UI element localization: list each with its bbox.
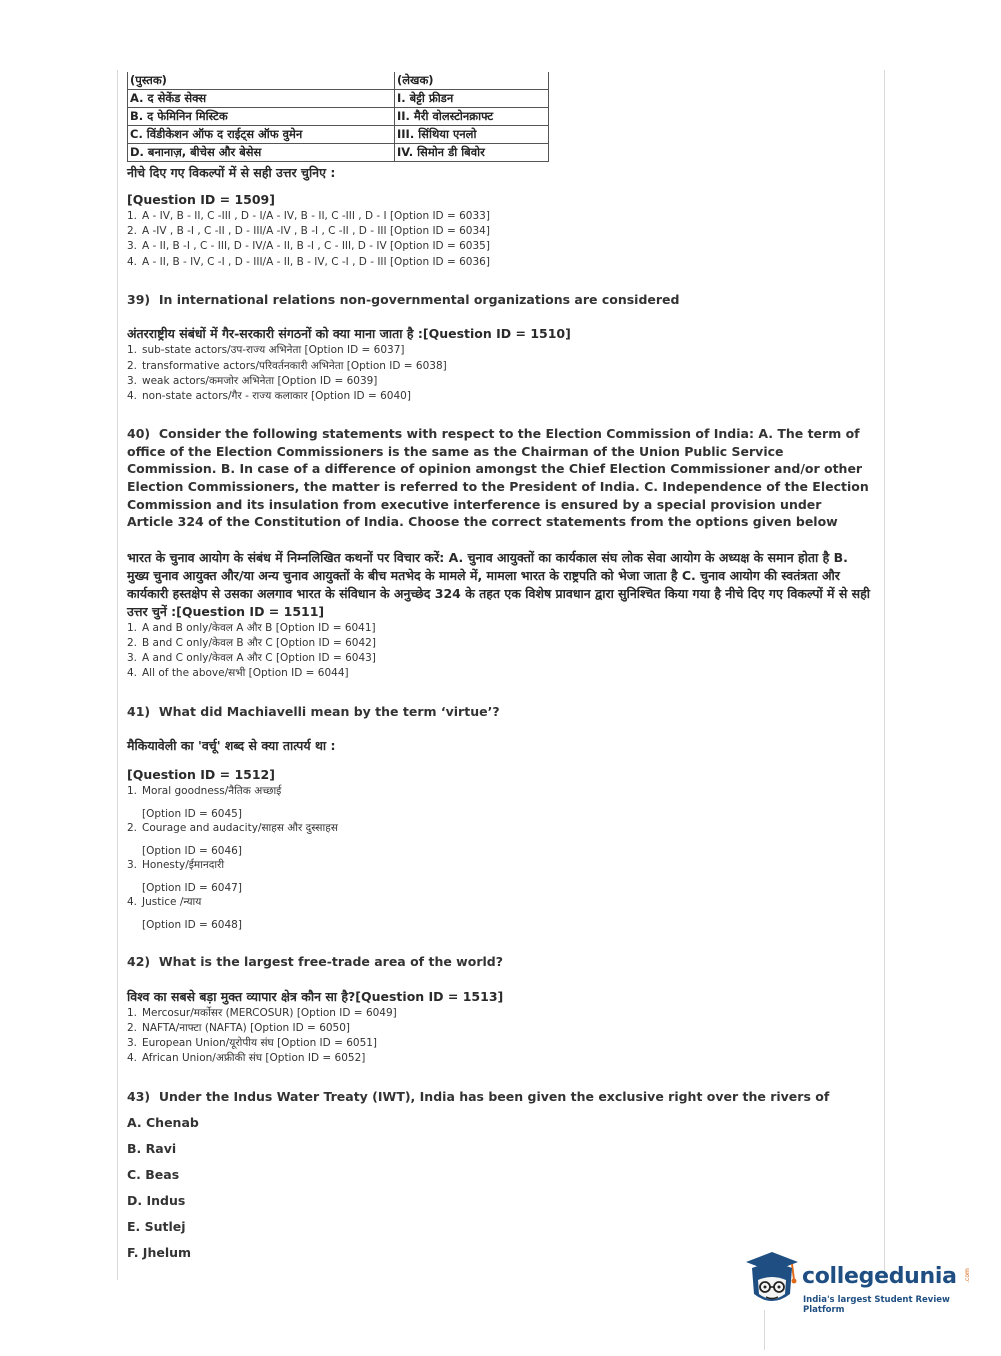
option-number: 4. [127,255,138,268]
q40-text-hi: भारत के चुनाव आयोग के संबंध में निम्नलिखित कथनों पर विचार करें: A. चुनाव आयुक्तों का कार्यकाल संघ लोक सेवा आयोग के अध्यक्ष के समान होता है B. मुख्य चुनाव आयुक्त और/या अन्य चुनाव आयुक्तों के बीच मतभेद के मामले में, मामला भारत के राष्ट्रपति को भेजा जाता है C. चुनाव आयोग की स्वतंत्रता और कार्यकारी हस्तक्षेप से उसका अलगाव भारत के संविधान के अनुच्छेद 324 के तहत एक विशेष प्रावधान द्वारा सुनिश्चित किया गया है नीचे दिए गए विकल्पों में से सही उत्तर चुनें :[Question ID = 1511] [127,549,871,619]
option-number: 2. [127,359,138,372]
option-id: [Option ID = 6045] [142,808,242,821]
option-number: 2. [127,1021,138,1034]
option-text: A and B only/केवल A और B [Option ID = 6041] [142,621,376,634]
option-number: 1. [127,344,138,357]
option-item [127,858,872,872]
q39-number: 39) [127,291,151,307]
option-number: 4. [127,667,138,680]
option-text: weak actors/कमजोर अभिनेता [Option ID = 6039] [142,374,378,387]
option-text: Moral goodness/नैतिक अच्छाई [142,785,282,798]
option-text: A - II, B -I , C - III, D - IV/A - II, B -I , C - III, D - IV [Option ID = 6035] [142,240,490,253]
option-number: 3. [127,652,138,665]
q42-number: 42) [127,954,151,970]
option-text: A and C only/केवल A और C [Option ID = 6043] [142,652,376,665]
q42-text-en [127,953,872,971]
match-table-header-book: (पुस्तक) [128,72,395,90]
option-text: A - IV, B - II, C -III , D - I/A - IV, B - II, C -III , D - I [Option ID = 6033] [142,210,490,222]
option-number: 3. [127,859,138,872]
option-item [127,621,872,636]
option-number: 2. [127,225,138,238]
q38-instruction: नीचे दिए गए विकल्पों में से सही उत्तर चुनिए : [127,165,336,180]
q42-text: What is the largest free-trade area of the world? [158,954,503,970]
option-number: 4. [127,896,138,909]
option-id: [Option ID = 6047] [142,882,242,895]
option-id: [Option ID = 6046] [142,845,242,858]
collegedunia-logo[interactable] [742,1250,972,1315]
q41-text-hi: मैकियावेली का 'वर्चू' शब्द से क्या तात्पर्य था : [127,738,336,754]
option-text: Honesty/ईमानदारी [142,859,225,872]
q40-options [127,621,872,682]
option-number: 4. [127,1052,138,1065]
match-table-row [128,108,549,126]
page-margin-line-bottom [764,1310,765,1350]
option-number: 1. [127,210,138,222]
option-item [127,1036,872,1051]
match-table-row [128,90,549,108]
option-number: 3. [127,1037,138,1050]
option-number: 4. [127,390,138,403]
logo-dotcom: .com [963,1268,971,1283]
option-number: 2. [127,636,138,649]
option-item [127,784,872,798]
option-item [127,895,872,909]
match-table [127,72,549,162]
option-number: 3. [127,240,138,253]
river-item: A. Chenab [127,1115,199,1131]
option-text: Justice /न्याय [142,896,202,909]
match-table-cell: III. सिंथिया एनलो [395,126,549,144]
option-text: European Union/यूरोपीय संघ [Option ID = 6051] [142,1037,378,1050]
match-table-cell: A. द सेकेंड सेक्स [128,90,395,108]
q41-text: What did Machiavelli mean by the term ‘virtue’? [158,703,500,719]
match-table-cell: II. मैरी वोलस्टोनक्राफ्ट [395,108,549,126]
option-item [127,255,872,270]
option-item [127,374,872,389]
logo-wordmark: collegedunia [802,1264,957,1289]
river-item: D. Indus [127,1193,186,1209]
river-item: F. Jhelum [127,1245,192,1261]
option-item [127,209,872,224]
option-item [127,821,872,835]
option-item [127,1006,872,1021]
q40-number: 40) [127,426,151,442]
match-table-cell: IV. सिमोन डी बिवोर [395,144,549,162]
option-text: sub-state actors/उप-राज्य अभिनेता [Option ID = 6037] [142,344,405,357]
q41-text-en [127,703,872,721]
option-text: B and C only/केवल B और C [Option ID = 6042] [142,636,376,649]
q41-number: 41) [127,703,151,719]
option-text: NAFTA/नाफ्टा (NAFTA) [Option ID = 6050] [142,1021,351,1034]
q43-text-en [127,1088,872,1106]
q38-options [127,209,872,270]
option-text: All of the above/सभी [Option ID = 6044] [142,667,349,680]
q41-options [127,784,872,932]
river-item: B. Ravi [127,1141,177,1157]
question-paper-content [127,72,872,1261]
option-text: African Union/अफ्रीकी संघ [Option ID = 6052] [142,1052,366,1065]
match-table-header-author: (लेखक) [395,72,549,90]
q43-text: Under the Indus Water Treaty (IWT), India has been given the exclusive right over the rivers of [158,1088,830,1104]
river-item: E. Sutlej [127,1219,186,1235]
river-item: C. Beas [127,1167,180,1183]
option-text: A - II, B - IV, C -I , D - III/A - II, B - IV, C -I , D - III [Option ID = 6036] [142,255,490,268]
q41-question-id: [Question ID = 1512] [127,767,275,783]
q42-text-hi: विश्व का सबसे बड़ा मुक्त व्यापार क्षेत्र कौन सा है?[Question ID = 1513] [127,988,504,1004]
q39-text: In international relations non-governmental organizations are considered [158,291,680,307]
option-number: 1. [127,621,138,634]
match-table-cell: I. बेट्टी फ्रीडन [395,90,549,108]
option-id: [Option ID = 6048] [142,919,242,932]
option-text: Mercosur/मर्कोसर (MERCOSUR) [Option ID = 6049] [142,1006,397,1019]
page-margin-line-right [884,70,885,1280]
q43-number: 43) [127,1088,151,1104]
q39-text-hi: अंतरराष्ट्रीय संबंधों में गैर-सरकारी संगठनों को क्या माना जाता है :[Question ID = 1510] [127,326,571,342]
match-table-cell: B. द फेमिनिन मिस्टिक [128,108,395,126]
option-number: 3. [127,374,138,387]
q39-options [127,343,872,404]
q42-options [127,1006,872,1067]
option-text: Courage and audacity/साहस और दुस्साहस [142,822,338,835]
option-text: non-state actors/गैर - राज्य कलाकार [Option ID = 6040] [142,390,411,403]
option-item [127,666,872,681]
option-number: 1. [127,1006,138,1019]
option-item [127,389,872,404]
q39-text-en [127,291,872,309]
option-item [127,343,872,358]
q38-question-id: [Question ID = 1509] [127,192,275,207]
option-text: transformative actors/परिवर्तनकारी अभिनेता [Option ID = 6038] [142,359,447,372]
page-margin-line-left [117,70,118,1280]
option-item [127,359,872,374]
q40-text-en [127,425,872,531]
match-table-row [128,144,549,162]
match-table-cell: C. विंडीकेशन ऑफ द राईट्स ऑफ वुमेन [128,126,395,144]
option-item [127,224,872,239]
mascot-icon [742,1250,802,1312]
q43-river-list [127,1114,872,1261]
option-text: A -IV , B -I , C -II , D - III/A -IV , B -I , C -II , D - III [Option ID = 6034] [142,225,490,238]
option-item [127,239,872,254]
q40-text: Consider the following statements with respect to the Election Commission of India: A. The term of office of the Election Commissioners is the same as the Chairman of the Union Public Service Commission. B. In case of a difference of opinion amongst the Chief Election Commissioner and/or other Election Commissioners, the matter is referred to the President of India. C. Independence of the Election Commission and its insulation from executive interference is ensured by a special provision under Article 324 of the Constitution of India. Choose the correct statements from the options given below [127,426,869,530]
option-number: 2. [127,822,138,835]
match-table-header-row [128,72,549,90]
match-table-cell: D. बनानाज़, बीचेस और बेसेस [128,144,395,162]
logo-tagline: India's largest Student Review Platform [803,1295,950,1315]
option-number: 1. [127,785,138,798]
match-table-row [128,126,549,144]
option-item [127,636,872,651]
option-item [127,1051,872,1066]
option-item [127,1021,872,1036]
option-item [127,651,872,666]
